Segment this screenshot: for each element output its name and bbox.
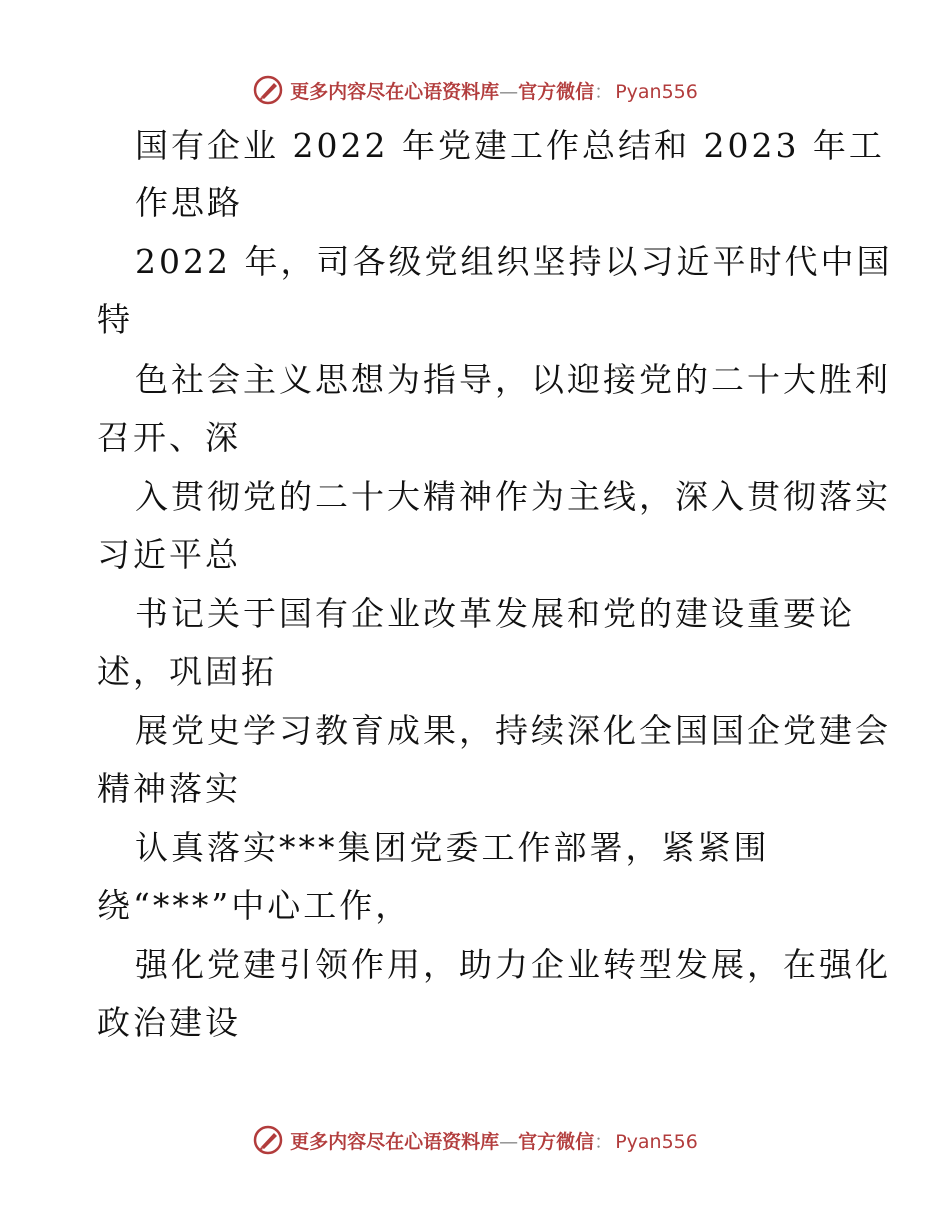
footer-banner-main: 更多内容尽在心语资料库 — [290, 1130, 500, 1153]
header-banner-sep: ： — [594, 80, 614, 103]
paragraph-line: 召开、深 — [97, 418, 241, 457]
paragraph-line: 精神落实 — [97, 769, 241, 808]
footer-banner — [0, 1120, 950, 1160]
paragraph-line: 认真落实***集团党委工作部署，紧紧围 — [135, 828, 770, 867]
paragraph-line: 述，巩固拓 — [97, 652, 277, 691]
paragraph-line: 强化党建引领作用，助力企业转型发展，在强化 — [135, 945, 891, 984]
paragraph-line: 书记关于国有企业改革发展和党的建设重要论 — [135, 594, 855, 633]
paragraph-line: 特 — [97, 300, 133, 339]
pen-logo-icon — [252, 1124, 284, 1156]
paragraph-line: 政治建设 — [97, 1003, 241, 1042]
paragraph-line: 习近平总 — [97, 535, 241, 574]
header-banner — [0, 70, 950, 110]
paragraph-line: 绕“***”中心工作， — [97, 886, 412, 925]
pen-logo-icon — [252, 74, 284, 106]
paragraph-line: 展党史学习教育成果，持续深化全国国企党建会 — [135, 711, 891, 750]
document-title-line-1: 国有企业 2022 年党建工作总结和 2023 年工 — [135, 126, 885, 165]
header-banner-main: 更多内容尽在心语资料库 — [290, 80, 500, 103]
footer-banner-text — [290, 1127, 698, 1154]
footer-banner-label: 官方微信 — [518, 1130, 595, 1153]
header-wechat-handle: Pyan556 — [615, 80, 698, 103]
footer-wechat-handle: Pyan556 — [615, 1130, 698, 1153]
footer-banner-dash: — — [499, 1130, 519, 1153]
paragraph-line: 2022 年，司各级党组织坚持以习近平时代中国 — [135, 242, 893, 281]
header-banner-label: 官方微信 — [518, 80, 595, 103]
paragraph-line: 入贯彻党的二十大精神作为主线，深入贯彻落实 — [135, 477, 891, 516]
header-banner-text — [290, 77, 698, 104]
paragraph-line: 色社会主义思想为指导，以迎接党的二十大胜利 — [135, 360, 891, 399]
header-banner-dash: — — [499, 80, 519, 103]
footer-banner-sep: ： — [594, 1130, 614, 1153]
document-title-line-2: 作思路 — [135, 183, 243, 222]
